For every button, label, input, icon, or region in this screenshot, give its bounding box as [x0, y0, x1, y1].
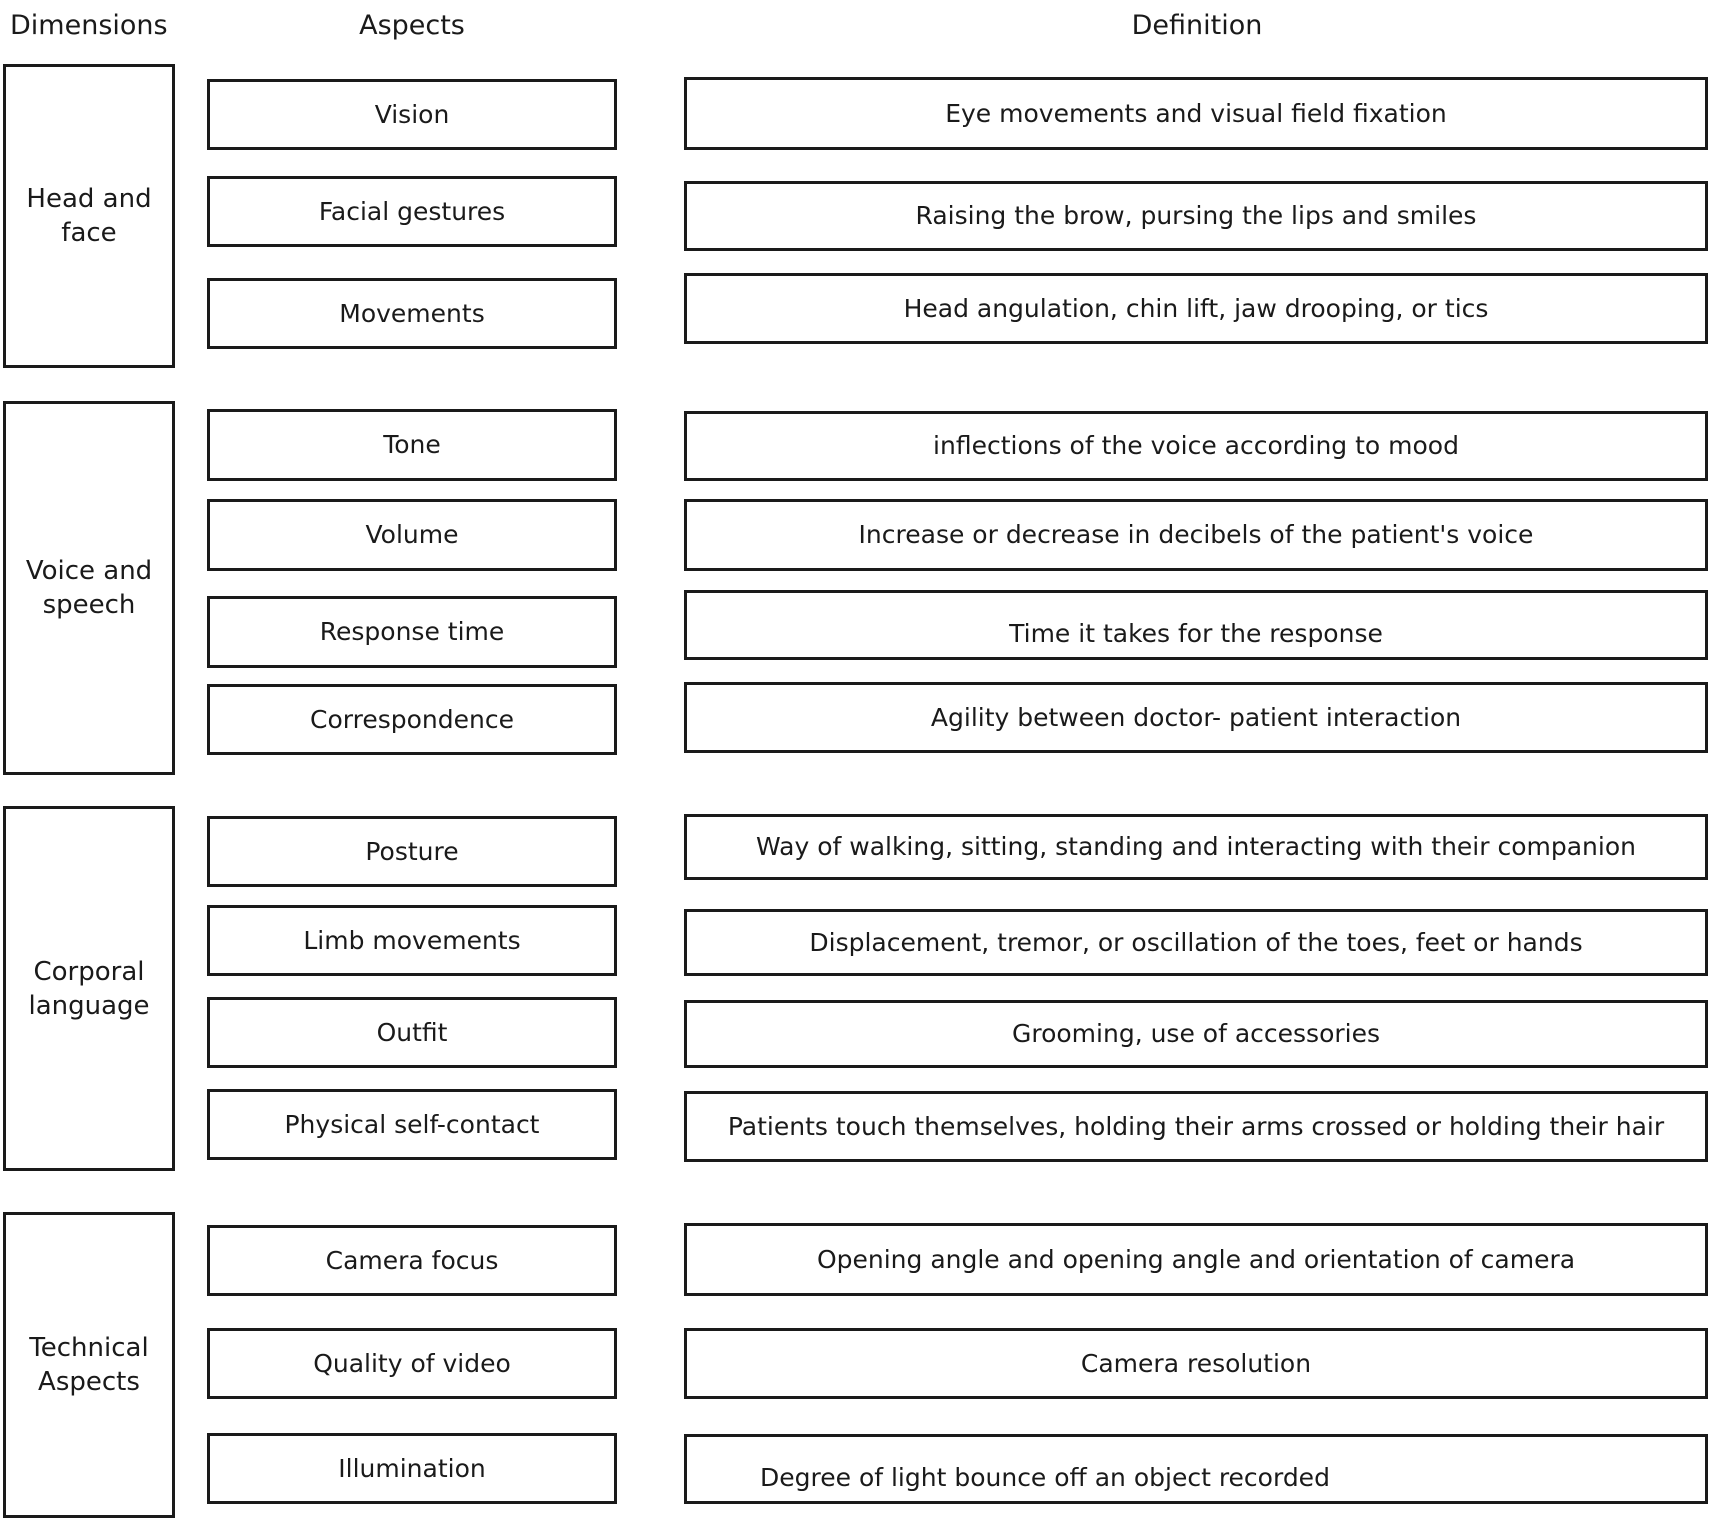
definition-physical-self-contact: Patients touch themselves, holding their arms crossed or holding their hair	[684, 1091, 1708, 1162]
definition-vision: Eye movements and visual field fixation	[684, 77, 1708, 150]
definition-outfit: Grooming, use of accessories	[684, 1000, 1708, 1068]
definition-facial-gestures: Raising the brow, pursing the lips and smiles	[684, 181, 1708, 251]
dimension-technical-aspects: Technical Aspects	[3, 1212, 175, 1518]
definition-illumination: Degree of light bounce off an object recorded	[684, 1434, 1708, 1504]
definition-tone: inflections of the voice according to mood	[684, 411, 1708, 481]
aspect-volume: Volume	[207, 499, 617, 571]
aspect-camera-focus: Camera focus	[207, 1225, 617, 1296]
definition-volume: Increase or decrease in decibels of the patient's voice	[684, 499, 1708, 571]
aspect-quality-of-video: Quality of video	[207, 1328, 617, 1399]
aspect-vision: Vision	[207, 79, 617, 150]
dimensions-header: Dimensions	[10, 10, 168, 41]
definition-limb-movements: Displacement, tremor, or oscillation of the toes, feet or hands	[684, 909, 1708, 976]
definition-quality-of-video: Camera resolution	[684, 1328, 1708, 1399]
definition-movements: Head angulation, chin lift, jaw drooping, or tics	[684, 273, 1708, 344]
definition-camera-focus: Opening angle and opening angle and orientation of camera	[684, 1223, 1708, 1296]
aspect-outfit: Outfit	[207, 997, 617, 1068]
dimension-voice-and-speech: Voice and speech	[3, 401, 175, 775]
definition-correspondence: Agility between doctor- patient interaction	[684, 682, 1708, 753]
definition-header: Definition	[1131, 10, 1263, 41]
aspect-physical-self-contact: Physical self-contact	[207, 1089, 617, 1160]
aspect-movements: Movements	[207, 278, 617, 349]
definition-response-time: Time it takes for the response	[684, 590, 1708, 660]
aspects-header: Aspects	[359, 10, 465, 41]
aspect-posture: Posture	[207, 816, 617, 887]
aspect-limb-movements: Limb movements	[207, 905, 617, 976]
definition-posture: Way of walking, sitting, standing and interacting with their companion	[684, 814, 1708, 880]
aspect-tone: Tone	[207, 409, 617, 481]
aspect-facial-gestures: Facial gestures	[207, 176, 617, 247]
aspect-correspondence: Correspondence	[207, 684, 617, 755]
aspect-response-time: Response time	[207, 596, 617, 668]
dimension-head-and-face: Head and face	[3, 64, 175, 368]
aspect-illumination: Illumination	[207, 1433, 617, 1504]
dimension-corporal-language: Corporal language	[3, 806, 175, 1171]
